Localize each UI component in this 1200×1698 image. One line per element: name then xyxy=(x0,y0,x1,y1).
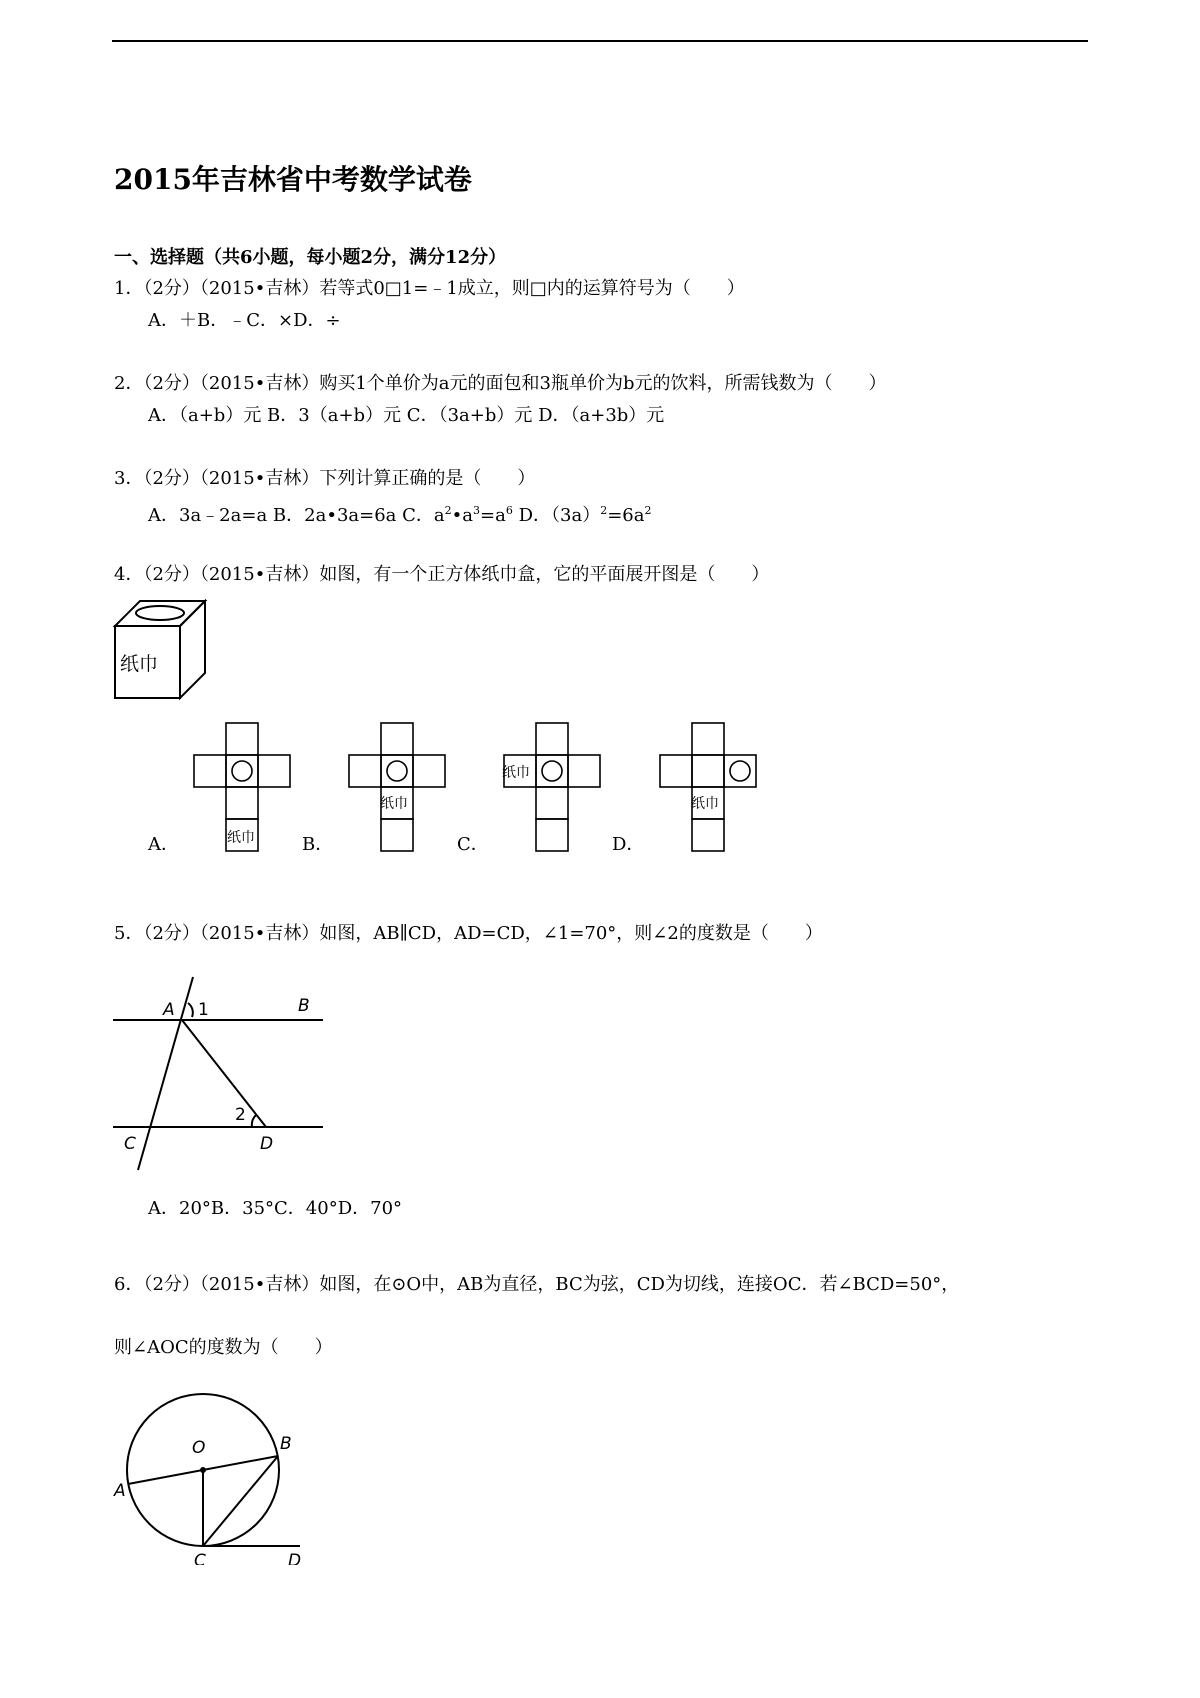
section-heading: 一、选择题（共6小题，每小题2分，满分12分） xyxy=(114,247,507,268)
angle-2-label: 2 xyxy=(235,1105,246,1125)
line-ad xyxy=(182,1020,266,1127)
q3-option-b: B．2a•3a=6a xyxy=(272,505,397,526)
box-opening xyxy=(136,606,184,620)
question-3-stem: 3．（2分）（2015•吉林）下列计算正确的是（ ） xyxy=(114,468,536,489)
angle-1-arc xyxy=(188,1003,193,1017)
question-6-stem-line1: 6．（2分）（2015•吉林）如图，在⊙O中，AB为直径，BC为弦，CD为切线，连接OC．若∠BCD=50°， xyxy=(114,1274,960,1295)
question-1-options: A．＋B．﹣C．×D．÷ xyxy=(148,310,341,331)
box-label: 纸巾 xyxy=(120,653,159,675)
q4-option-c-label: C． xyxy=(457,834,489,855)
question-1-stem: 1．（2分）（2015•吉林）若等式0□1=﹣1成立，则□内的运算符号为（ ） xyxy=(114,278,745,299)
net-c-label: 纸巾 xyxy=(502,765,530,781)
net-a-hole xyxy=(232,761,252,781)
angle-2-arc xyxy=(252,1115,256,1127)
question-2-stem: 2．（2分）（2015•吉林）购买1个单价为a元的面包和3瓶单价为b元的饮料，所需钱数为（ ） xyxy=(114,373,887,394)
header-rule xyxy=(112,40,1088,42)
page-title: 2015年吉林省中考数学试卷 xyxy=(114,163,472,196)
center-dot xyxy=(200,1467,206,1473)
q4-option-a-label: A． xyxy=(148,834,179,855)
point-a-label: A xyxy=(163,1000,175,1020)
q4-option-d-label: D． xyxy=(612,834,645,855)
net-b-label: 纸巾 xyxy=(380,796,408,812)
net-d-hole xyxy=(730,761,750,781)
question-6-stem-line2: 则∠AOC的度数为（ ） xyxy=(114,1337,333,1358)
q3-option-c: C．$a^2•a^3=a^6$ xyxy=(402,504,513,526)
net-a-label: 纸巾 xyxy=(227,830,255,846)
net-a-figure xyxy=(192,722,294,852)
parallel-lines-figure xyxy=(108,975,328,1175)
net-b-hole xyxy=(387,761,407,781)
point-b-label-6: B xyxy=(280,1434,292,1454)
point-o-label: O xyxy=(192,1438,206,1458)
net-c-figure xyxy=(502,722,604,852)
net-d-figure xyxy=(658,722,760,852)
question-5-options: A．20°B．35°C．40°D．70° xyxy=(148,1198,403,1219)
point-c-label: C xyxy=(124,1134,136,1154)
question-5-stem: 5．（2分）（2015•吉林）如图，AB∥CD，AD=CD，∠1=70°，则∠2的度数是（ ） xyxy=(114,923,823,944)
chord-bc xyxy=(203,1456,278,1546)
circle-figure xyxy=(110,1385,320,1565)
point-b-label: B xyxy=(298,996,310,1016)
question-3-options xyxy=(148,499,651,528)
question-4-stem: 4．（2分）（2015•吉林）如图，有一个正方体纸巾盒，它的平面展开图是（ ） xyxy=(114,564,770,585)
tissue-box-figure xyxy=(110,598,220,703)
point-d-label: D xyxy=(260,1134,274,1154)
net-c-hole xyxy=(542,761,562,781)
net-b-figure xyxy=(347,722,449,852)
point-d-label-6: D xyxy=(288,1551,302,1565)
question-2-options: A．（a+b）元 B．3（a+b）元 C．（3a+b）元 D．（a+3b）元 xyxy=(148,405,665,426)
point-a-label-6: A xyxy=(114,1481,126,1501)
net-d-label: 纸巾 xyxy=(691,796,719,812)
q4-option-b-label: B． xyxy=(302,834,334,855)
point-c-label-6: C xyxy=(194,1551,206,1565)
q3-option-a: A．3a﹣2a=a xyxy=(148,505,268,526)
q3-option-d: D．$(3a)^2=6a^2$ xyxy=(518,504,652,526)
angle-1-label: 1 xyxy=(198,1000,209,1020)
